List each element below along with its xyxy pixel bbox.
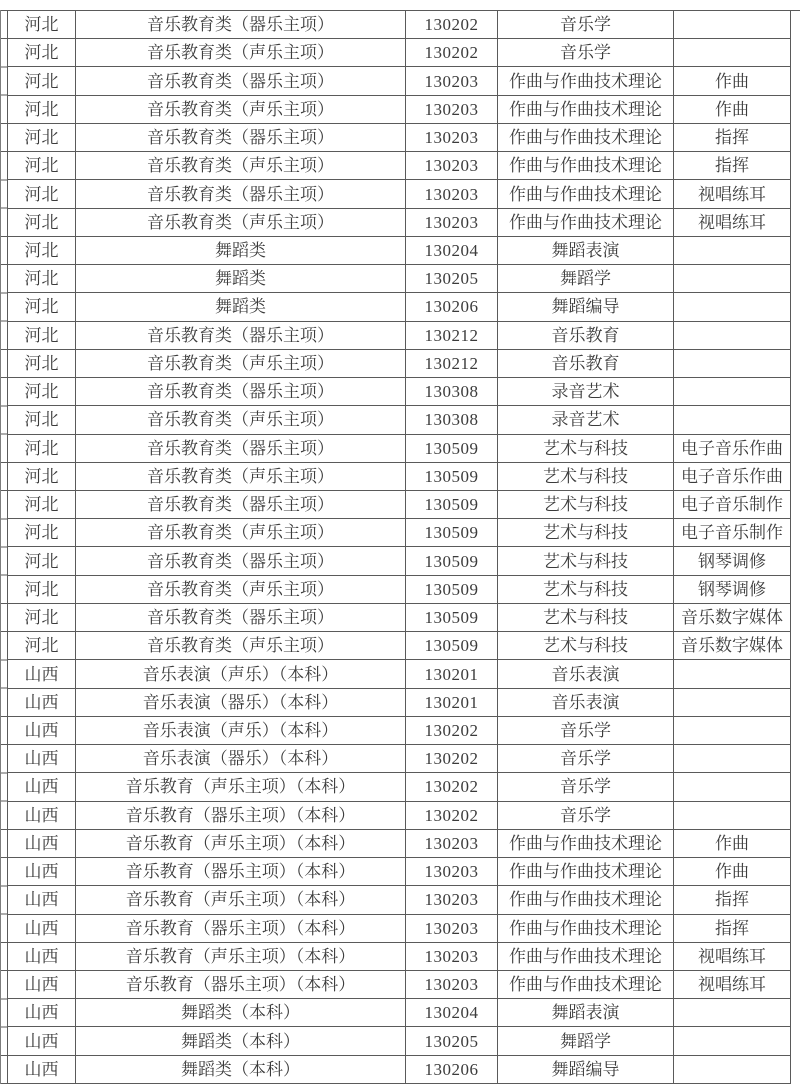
cell-major-code: 130203 [406, 942, 498, 970]
cell-direction: 指挥 [674, 914, 791, 942]
cell-province: 河北 [8, 180, 76, 208]
table-row [8, 773, 791, 801]
table-row [8, 942, 791, 970]
cell-province: 河北 [8, 236, 76, 264]
table-row [8, 490, 791, 518]
table-row [8, 999, 791, 1027]
cell-major-code: 130203 [406, 95, 498, 123]
cell-province: 山西 [8, 999, 76, 1027]
table-row [8, 434, 791, 462]
cell-exam-category: 音乐教育（声乐主项）（本科） [76, 942, 406, 970]
cell-exam-category: 音乐教育（器乐主项）（本科） [76, 858, 406, 886]
cell-direction: 指挥 [674, 123, 791, 151]
cell-exam-category: 音乐教育类（声乐主项） [76, 95, 406, 123]
cell-province: 河北 [8, 603, 76, 631]
cell-major-name: 作曲与作曲技术理论 [498, 95, 674, 123]
cell-exam-category: 舞蹈类 [76, 265, 406, 293]
cropped-left-gridline-stubs [0, 10, 7, 1084]
table-row [8, 180, 791, 208]
cell-direction [674, 801, 791, 829]
cell-major-name: 作曲与作曲技术理论 [498, 123, 674, 151]
cell-major-name: 艺术与科技 [498, 462, 674, 490]
table-row [8, 603, 791, 631]
admissions-majors-table [7, 10, 791, 1084]
cell-major-code: 130202 [406, 39, 498, 67]
cell-exam-category: 音乐教育类（器乐主项） [76, 603, 406, 631]
cell-exam-category: 音乐教育类（器乐主项） [76, 547, 406, 575]
cropped-left-column-border [0, 10, 1, 1084]
cell-direction: 视唱练耳 [674, 180, 791, 208]
cell-major-code: 130204 [406, 236, 498, 264]
cell-exam-category: 舞蹈类 [76, 236, 406, 264]
cell-exam-category: 音乐教育（声乐主项）（本科） [76, 829, 406, 857]
table-row [8, 11, 791, 39]
cell-province: 河北 [8, 11, 76, 39]
cell-exam-category: 音乐教育类（器乐主项） [76, 378, 406, 406]
cell-direction [674, 265, 791, 293]
cell-direction [674, 999, 791, 1027]
cell-major-code: 130509 [406, 490, 498, 518]
cell-direction: 钢琴调修 [674, 547, 791, 575]
table-row [8, 67, 791, 95]
cell-major-code: 130203 [406, 180, 498, 208]
cell-major-name: 舞蹈学 [498, 265, 674, 293]
cell-direction [674, 660, 791, 688]
cell-province: 河北 [8, 547, 76, 575]
cell-exam-category: 音乐表演（声乐）（本科） [76, 660, 406, 688]
cell-province: 河北 [8, 321, 76, 349]
cell-direction [674, 39, 791, 67]
cell-major-name: 作曲与作曲技术理论 [498, 208, 674, 236]
cell-major-code: 130509 [406, 632, 498, 660]
cell-major-code: 130201 [406, 688, 498, 716]
cell-major-name: 作曲与作曲技术理论 [498, 152, 674, 180]
cell-major-code: 130212 [406, 349, 498, 377]
cell-major-code: 130203 [406, 970, 498, 998]
cell-province: 山西 [8, 745, 76, 773]
cell-province: 山西 [8, 829, 76, 857]
table-row [8, 462, 791, 490]
cell-direction: 作曲 [674, 858, 791, 886]
cell-exam-category: 音乐教育类（声乐主项） [76, 406, 406, 434]
cell-major-code: 130202 [406, 745, 498, 773]
table-row [8, 1055, 791, 1083]
cell-province: 河北 [8, 123, 76, 151]
cell-exam-category: 音乐教育类（器乐主项） [76, 123, 406, 151]
cell-major-name: 作曲与作曲技术理论 [498, 829, 674, 857]
cell-direction: 作曲 [674, 829, 791, 857]
cell-province: 山西 [8, 660, 76, 688]
cell-major-name: 音乐教育 [498, 321, 674, 349]
cell-major-name: 舞蹈表演 [498, 999, 674, 1027]
cell-province: 山西 [8, 688, 76, 716]
cell-major-code: 130202 [406, 716, 498, 744]
cell-province: 山西 [8, 801, 76, 829]
cell-direction [674, 378, 791, 406]
cell-province: 河北 [8, 67, 76, 95]
cell-direction: 视唱练耳 [674, 208, 791, 236]
cell-direction: 电子音乐作曲 [674, 434, 791, 462]
table-row [8, 632, 791, 660]
cell-major-code: 130202 [406, 801, 498, 829]
table-row [8, 349, 791, 377]
cell-major-name: 舞蹈编导 [498, 293, 674, 321]
cell-exam-category: 音乐教育类（器乐主项） [76, 67, 406, 95]
cell-major-code: 130202 [406, 11, 498, 39]
cell-direction: 音乐数字媒体 [674, 603, 791, 631]
cell-major-code: 130205 [406, 1027, 498, 1055]
table-row [8, 886, 791, 914]
cell-province: 河北 [8, 462, 76, 490]
cell-province: 河北 [8, 39, 76, 67]
cell-direction: 指挥 [674, 886, 791, 914]
table-row [8, 829, 791, 857]
table-row [8, 236, 791, 264]
cell-province: 河北 [8, 575, 76, 603]
cell-major-code: 130203 [406, 208, 498, 236]
cell-major-name: 作曲与作曲技术理论 [498, 914, 674, 942]
cell-major-code: 130203 [406, 886, 498, 914]
cell-major-name: 艺术与科技 [498, 519, 674, 547]
cell-province: 河北 [8, 434, 76, 462]
cell-exam-category: 音乐教育（声乐主项）（本科） [76, 886, 406, 914]
table-row [8, 265, 791, 293]
cell-exam-category: 音乐教育类（声乐主项） [76, 462, 406, 490]
cell-major-code: 130212 [406, 321, 498, 349]
cell-major-code: 130203 [406, 152, 498, 180]
table-row [8, 716, 791, 744]
cell-exam-category: 音乐教育类（声乐主项） [76, 208, 406, 236]
cell-major-name: 作曲与作曲技术理论 [498, 67, 674, 95]
table-row [8, 152, 791, 180]
cell-province: 山西 [8, 1027, 76, 1055]
table-row [8, 914, 791, 942]
table-row [8, 575, 791, 603]
cell-major-name: 艺术与科技 [498, 547, 674, 575]
cell-exam-category: 音乐教育（器乐主项）（本科） [76, 970, 406, 998]
cell-major-name: 艺术与科技 [498, 575, 674, 603]
cell-major-code: 130205 [406, 265, 498, 293]
cell-exam-category: 音乐教育（器乐主项）（本科） [76, 914, 406, 942]
cell-province: 河北 [8, 378, 76, 406]
cell-major-name: 录音艺术 [498, 378, 674, 406]
cell-exam-category: 舞蹈类 [76, 293, 406, 321]
cell-direction [674, 1027, 791, 1055]
cell-major-name: 音乐学 [498, 716, 674, 744]
cell-province: 河北 [8, 406, 76, 434]
table-row [8, 39, 791, 67]
cell-exam-category: 舞蹈类（本科） [76, 999, 406, 1027]
cell-direction: 视唱练耳 [674, 970, 791, 998]
cell-major-code: 130202 [406, 773, 498, 801]
cell-major-name: 舞蹈编导 [498, 1055, 674, 1083]
cell-major-name: 作曲与作曲技术理论 [498, 858, 674, 886]
cell-major-name: 音乐表演 [498, 660, 674, 688]
cell-province: 山西 [8, 1055, 76, 1083]
cell-exam-category: 舞蹈类（本科） [76, 1027, 406, 1055]
cell-major-name: 艺术与科技 [498, 490, 674, 518]
table-row [8, 95, 791, 123]
cell-exam-category: 音乐教育类（器乐主项） [76, 490, 406, 518]
cell-province: 河北 [8, 519, 76, 547]
cell-exam-category: 音乐教育类（声乐主项） [76, 575, 406, 603]
cell-major-code: 130204 [406, 999, 498, 1027]
cell-province: 河北 [8, 293, 76, 321]
cell-exam-category: 音乐教育类（器乐主项） [76, 180, 406, 208]
cell-major-name: 音乐学 [498, 773, 674, 801]
cell-province: 河北 [8, 95, 76, 123]
table-row [8, 801, 791, 829]
cell-major-code: 130509 [406, 603, 498, 631]
cell-province: 山西 [8, 858, 76, 886]
cell-major-code: 130206 [406, 1055, 498, 1083]
cell-direction [674, 11, 791, 39]
cell-exam-category: 音乐教育类（声乐主项） [76, 519, 406, 547]
table-row [8, 293, 791, 321]
cell-exam-category: 音乐教育类（声乐主项） [76, 152, 406, 180]
cell-exam-category: 音乐教育类（声乐主项） [76, 632, 406, 660]
cell-direction: 作曲 [674, 95, 791, 123]
cell-major-name: 录音艺术 [498, 406, 674, 434]
cell-direction: 音乐数字媒体 [674, 632, 791, 660]
cell-province: 河北 [8, 265, 76, 293]
cell-major-code: 130203 [406, 858, 498, 886]
cell-direction [674, 321, 791, 349]
table-row [8, 688, 791, 716]
cell-direction: 电子音乐制作 [674, 490, 791, 518]
cell-major-name: 作曲与作曲技术理论 [498, 886, 674, 914]
cell-major-code: 130203 [406, 67, 498, 95]
cell-direction [674, 745, 791, 773]
table-row [8, 406, 791, 434]
cell-direction: 视唱练耳 [674, 942, 791, 970]
cell-major-code: 130509 [406, 519, 498, 547]
table-row [8, 519, 791, 547]
cell-major-code: 130203 [406, 123, 498, 151]
cell-province: 河北 [8, 490, 76, 518]
table-row [8, 660, 791, 688]
cell-direction [674, 773, 791, 801]
cell-province: 山西 [8, 970, 76, 998]
table-row [8, 1027, 791, 1055]
cell-major-code: 130308 [406, 406, 498, 434]
cell-direction: 电子音乐作曲 [674, 462, 791, 490]
cell-direction [674, 406, 791, 434]
cell-major-name: 音乐学 [498, 801, 674, 829]
table-row [8, 378, 791, 406]
cell-major-code: 130509 [406, 575, 498, 603]
cell-major-name: 音乐教育 [498, 349, 674, 377]
cell-direction: 指挥 [674, 152, 791, 180]
cell-province: 河北 [8, 632, 76, 660]
cell-province: 河北 [8, 349, 76, 377]
cell-exam-category: 音乐表演（器乐）（本科） [76, 688, 406, 716]
cell-province: 山西 [8, 886, 76, 914]
cell-exam-category: 音乐教育类（声乐主项） [76, 349, 406, 377]
cell-direction [674, 688, 791, 716]
cell-exam-category: 音乐教育类（声乐主项） [76, 39, 406, 67]
cell-major-name: 作曲与作曲技术理论 [498, 180, 674, 208]
cell-major-name: 音乐学 [498, 11, 674, 39]
cell-direction [674, 716, 791, 744]
table-row [8, 123, 791, 151]
cell-major-code: 130509 [406, 434, 498, 462]
cell-province: 山西 [8, 716, 76, 744]
cell-exam-category: 音乐教育（器乐主项）（本科） [76, 801, 406, 829]
table-body [8, 11, 791, 1084]
cell-major-name: 音乐学 [498, 745, 674, 773]
cell-major-name: 作曲与作曲技术理论 [498, 970, 674, 998]
cell-province: 山西 [8, 914, 76, 942]
table-row [8, 745, 791, 773]
table-row [8, 970, 791, 998]
cell-direction [674, 236, 791, 264]
cell-major-name: 舞蹈表演 [498, 236, 674, 264]
cell-exam-category: 音乐表演（声乐）（本科） [76, 716, 406, 744]
table-row [8, 321, 791, 349]
cell-direction [674, 349, 791, 377]
cell-major-code: 130201 [406, 660, 498, 688]
cell-major-code: 130206 [406, 293, 498, 321]
cell-exam-category: 音乐表演（器乐）（本科） [76, 745, 406, 773]
cell-exam-category: 音乐教育（声乐主项）（本科） [76, 773, 406, 801]
cell-major-code: 130203 [406, 829, 498, 857]
cell-major-name: 艺术与科技 [498, 603, 674, 631]
cell-direction: 钢琴调修 [674, 575, 791, 603]
cell-direction [674, 1055, 791, 1083]
cell-province: 河北 [8, 208, 76, 236]
cell-direction: 电子音乐制作 [674, 519, 791, 547]
cell-major-code: 130509 [406, 462, 498, 490]
cell-major-code: 130509 [406, 547, 498, 575]
cell-major-code: 130203 [406, 914, 498, 942]
table-row [8, 547, 791, 575]
cell-major-name: 艺术与科技 [498, 632, 674, 660]
cell-major-name: 艺术与科技 [498, 434, 674, 462]
cell-exam-category: 舞蹈类（本科） [76, 1055, 406, 1083]
cell-exam-category: 音乐教育类（器乐主项） [76, 11, 406, 39]
cell-province: 山西 [8, 773, 76, 801]
cell-exam-category: 音乐教育类（器乐主项） [76, 321, 406, 349]
cell-major-name: 舞蹈学 [498, 1027, 674, 1055]
cell-major-code: 130308 [406, 378, 498, 406]
cell-exam-category: 音乐教育类（器乐主项） [76, 434, 406, 462]
cell-province: 山西 [8, 942, 76, 970]
table-row [8, 208, 791, 236]
cell-province: 河北 [8, 152, 76, 180]
cell-major-name: 音乐学 [498, 39, 674, 67]
cell-direction: 作曲 [674, 67, 791, 95]
table-row [8, 858, 791, 886]
cell-major-name: 作曲与作曲技术理论 [498, 942, 674, 970]
cell-direction [674, 293, 791, 321]
cell-major-name: 音乐表演 [498, 688, 674, 716]
